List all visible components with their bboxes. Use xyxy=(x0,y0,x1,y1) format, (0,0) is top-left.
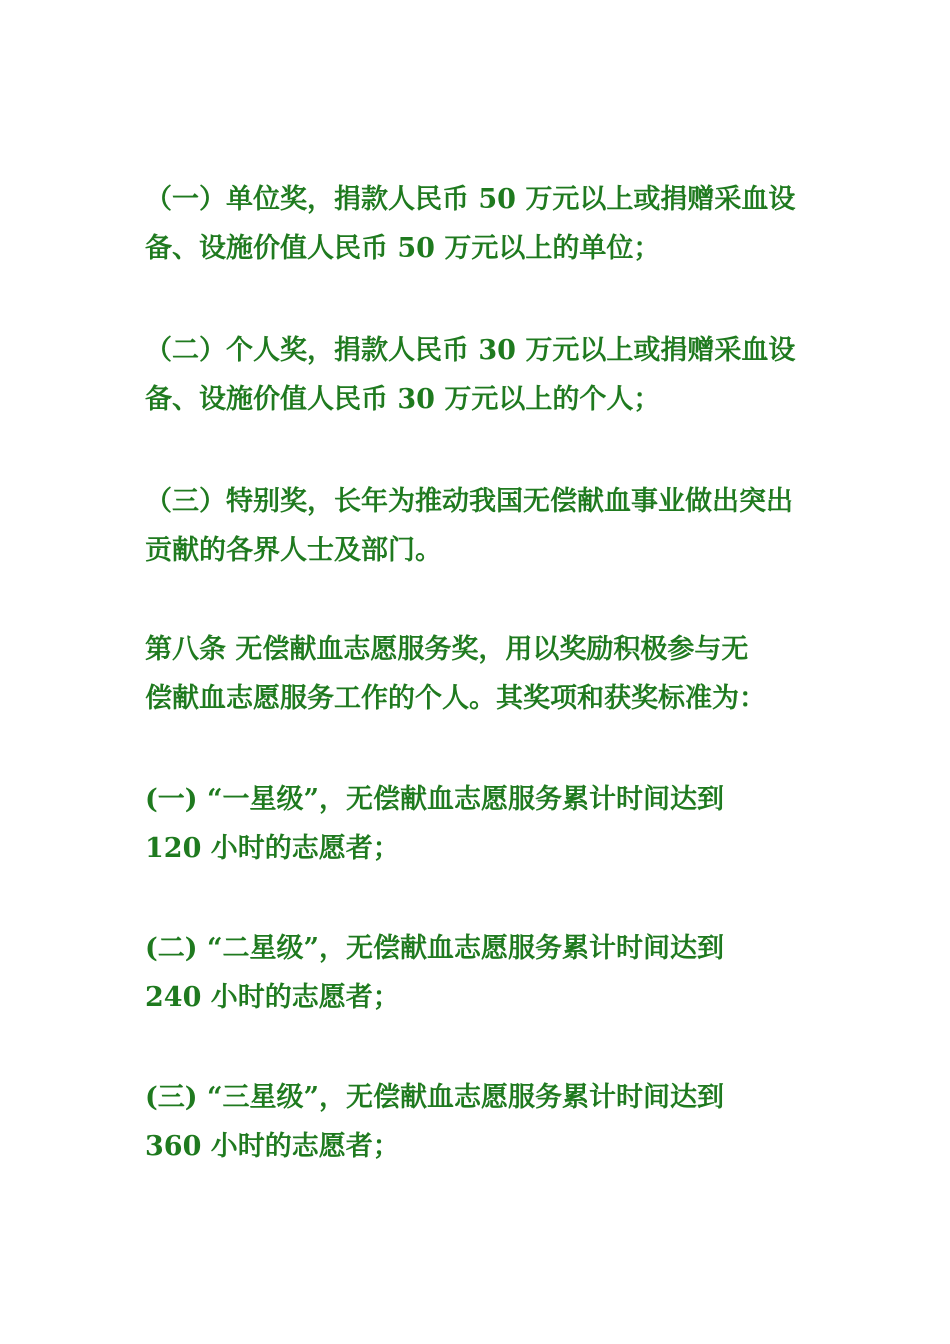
paragraph-line: 第八条 无偿献血志愿服务奖，用以奖励积极参与无 xyxy=(145,634,749,665)
paragraph-two-star xyxy=(145,924,825,1022)
paragraph-line: 备、设施价值人民币 30 万元以上的个人； xyxy=(145,384,661,415)
paragraph-line: (一) “一星级”，无偿献血志愿服务累计时间达到 xyxy=(145,784,725,815)
paragraph-special-award xyxy=(145,477,825,575)
paragraph-line: 240 小时的志愿者； xyxy=(145,982,400,1013)
paragraph-line: (二) “二星级”，无偿献血志愿服务累计时间达到 xyxy=(145,933,725,964)
paragraph-three-star xyxy=(145,1073,825,1171)
paragraph-line: 贡献的各界人士及部门。 xyxy=(145,535,442,566)
paragraph-line: （三）特别奖，长年为推动我国无偿献血事业做出突出 xyxy=(145,486,793,517)
paragraph-line: 偿献血志愿服务工作的个人。其奖项和获奖标准为： xyxy=(145,683,766,714)
paragraph-line: 备、设施价值人民币 50 万元以上的单位； xyxy=(145,233,661,264)
paragraph-line: （二）个人奖，捐款人民币 30 万元以上或捐赠采血设 xyxy=(145,335,796,366)
paragraph-article-eight xyxy=(145,625,825,723)
paragraph-unit-award xyxy=(145,175,825,273)
paragraph-personal-award xyxy=(145,326,825,424)
paragraph-line: （一）单位奖，捐款人民币 50 万元以上或捐赠采血设 xyxy=(145,184,796,215)
paragraph-line: (三) “三星级”，无偿献血志愿服务累计时间达到 xyxy=(145,1082,725,1113)
paragraph-line: 120 小时的志愿者； xyxy=(145,833,400,864)
paragraph-line: 360 小时的志愿者； xyxy=(145,1131,400,1162)
paragraph-one-star xyxy=(145,775,825,873)
